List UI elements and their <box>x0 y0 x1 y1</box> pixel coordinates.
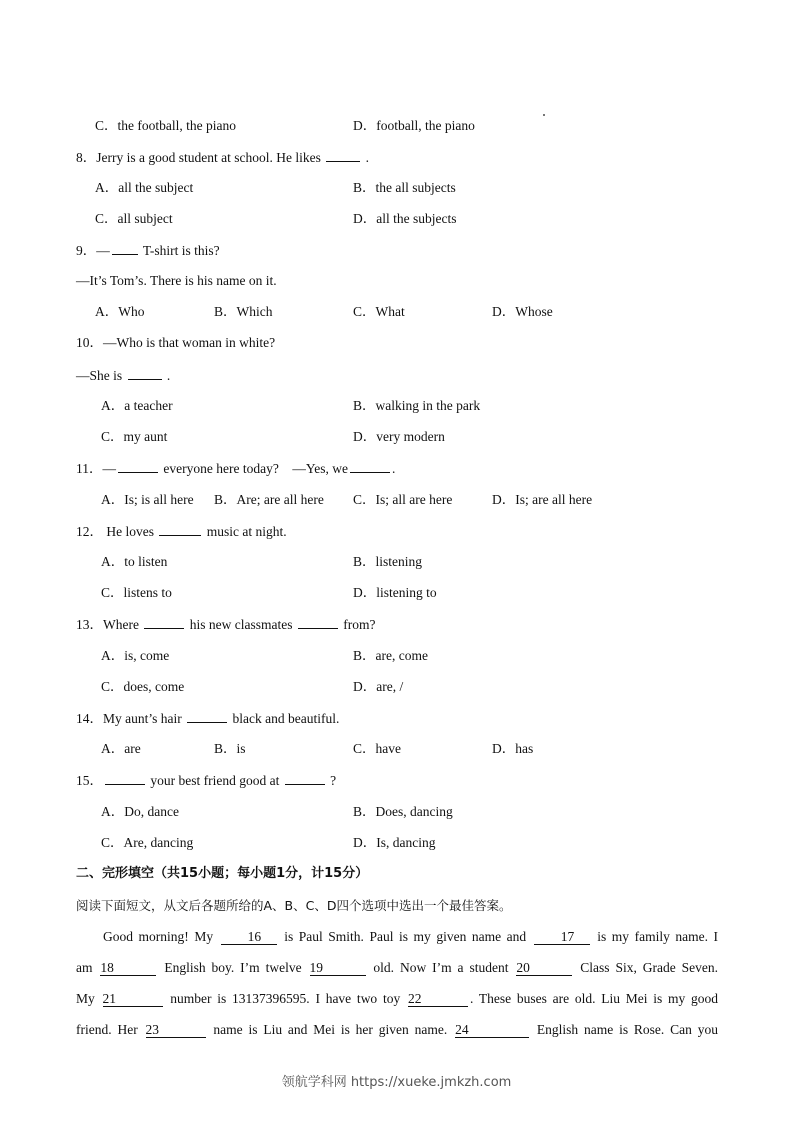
q9-option-d[interactable]: D．Whose <box>492 304 553 319</box>
passage-line-1 <box>76 928 718 946</box>
q12-stem-start: 12． He loves <box>76 524 154 539</box>
q15-blank-1 <box>105 771 145 785</box>
passage-line-3 <box>76 990 718 1008</box>
q14-option-c[interactable]: C．have <box>353 741 401 756</box>
q11-response-end: . <box>391 461 396 476</box>
q15-stem-end: ? <box>330 773 337 788</box>
q8-option-c[interactable]: C．all subject <box>95 211 173 226</box>
q11-option-d[interactable]: D．Is; are all here <box>492 492 593 507</box>
blank-23[interactable]: 23 <box>146 1023 206 1038</box>
q11-stem-start: 11．— <box>76 461 116 476</box>
q8-option-d[interactable]: D．all the subjects <box>353 211 457 226</box>
q11-blank-1 <box>118 459 158 473</box>
passage-text: English name is Rose. Can you <box>536 1022 718 1037</box>
passage-text: Class Six, Grade Seven. <box>580 960 719 975</box>
passage-text: English boy. I’m twelve <box>164 960 302 975</box>
q8-stem <box>76 148 369 167</box>
q11-option-c[interactable]: C．Is; all are here <box>353 492 453 507</box>
q8-stem-text: 8．Jerry is a good student at school. He likes <box>76 150 321 165</box>
q14-stem-start: 14．My aunt’s hair <box>76 711 182 726</box>
q11-option-a[interactable]: A．Is; is all here <box>101 492 194 507</box>
passage-text: am <box>76 960 93 975</box>
section-2-instruction: 阅读下面短文，从文后各题所给的A、B、C、D四个选项中选出一个最佳答案。 <box>76 898 512 913</box>
q12-blank <box>159 522 201 536</box>
q10-blank <box>128 366 162 380</box>
q15-option-a[interactable]: A．Do, dance <box>101 804 179 819</box>
section-2-title: 二、完形填空（共15小题；每小题1分，计15分） <box>76 866 369 881</box>
q13-option-b[interactable]: B．are, come <box>353 648 428 663</box>
q13-stem-start: 13．Where <box>76 617 139 632</box>
q12-option-c[interactable]: C．listens to <box>101 585 172 600</box>
q15-option-c[interactable]: C．Are, dancing <box>101 835 194 850</box>
q8-stem-end: . <box>365 150 369 165</box>
blank-21[interactable]: 21 <box>103 992 163 1007</box>
q9-response: —It’s Tom’s. There is his name on it. <box>76 273 277 288</box>
blank-22[interactable]: 22 <box>408 992 468 1007</box>
blank-20[interactable]: 20 <box>516 961 572 976</box>
q12-option-a[interactable]: A．to listen <box>101 554 168 569</box>
q11-option-b[interactable]: B．Are; are all here <box>214 492 324 507</box>
q10-option-a[interactable]: A．a teacher <box>101 398 173 413</box>
passage-text: name is Liu and Mei is her given name. <box>213 1022 448 1037</box>
passage-text: My <box>76 991 95 1006</box>
q8-blank <box>326 148 360 162</box>
q9-option-c[interactable]: C．What <box>353 304 405 319</box>
passage-line-4 <box>76 1021 718 1039</box>
q11-response-text: —Yes, we <box>292 461 348 476</box>
q10-option-c[interactable]: C．my aunt <box>101 429 168 444</box>
passage-text: number is 13137396595. I have two toy <box>170 991 401 1006</box>
q13-option-a[interactable]: A．is, come <box>101 648 170 663</box>
passage-text: is Paul Smith. Paul is my given name and <box>284 929 527 944</box>
blank-17[interactable]: 17 <box>534 930 590 945</box>
q15-blank-2 <box>285 771 325 785</box>
q12-stem-text: music at night. <box>206 524 287 539</box>
q9-stem-text: T-shirt is this? <box>142 243 220 258</box>
q10-option-d[interactable]: D．very modern <box>353 429 445 444</box>
passage-text: . These buses are old. Liu Mei is my good <box>469 991 719 1006</box>
q11-stem-text: everyone here today? <box>163 461 279 476</box>
q13-stem-end: from? <box>343 617 376 632</box>
passage-text: old. Now I’m a student <box>373 960 509 975</box>
q12-option-d[interactable]: D．listening to <box>353 585 437 600</box>
passage-text: Good morning! My <box>103 929 214 944</box>
q14-option-d[interactable]: D．has <box>492 741 534 756</box>
footer-watermark: 领航学科网 https://xueke.jmkzh.com <box>281 1075 512 1090</box>
q8-option-a[interactable]: A．all the subject <box>95 180 194 195</box>
scan-speck <box>543 114 545 116</box>
q9-stem-start: 9．— <box>76 243 110 258</box>
passage-text: is my family name. I <box>597 929 719 944</box>
q10-option-b[interactable]: B．walking in the park <box>353 398 481 413</box>
q15-stem <box>76 771 336 790</box>
blank-19[interactable]: 19 <box>310 961 366 976</box>
q10-response <box>76 366 170 385</box>
q14-option-a[interactable]: A．are <box>101 741 141 756</box>
passage-text: friend. Her <box>76 1022 138 1037</box>
q9-option-b[interactable]: B．Which <box>214 304 273 319</box>
q13-blank-1 <box>144 615 184 629</box>
q8-option-b[interactable]: B．the all subjects <box>353 180 456 195</box>
q12-stem <box>76 522 287 541</box>
q9-stem <box>76 241 220 260</box>
q11-stem <box>76 459 395 478</box>
q14-stem <box>76 709 339 728</box>
blank-16[interactable]: 16 <box>221 930 277 945</box>
passage-line-2 <box>76 959 718 977</box>
q12-option-b[interactable]: B．listening <box>353 554 423 569</box>
q13-stem <box>76 615 375 634</box>
q9-blank <box>112 241 138 255</box>
q15-option-d[interactable]: D．Is, dancing <box>353 835 436 850</box>
q10-response-text: —She is <box>76 368 123 383</box>
q13-stem-text: his new classmates <box>189 617 293 632</box>
q13-blank-2 <box>298 615 338 629</box>
q13-option-c[interactable]: C．does, come <box>101 679 185 694</box>
blank-18[interactable]: 18 <box>100 961 156 976</box>
q11-blank-2 <box>350 459 390 473</box>
q7-option-d[interactable]: D．football, the piano <box>353 118 475 133</box>
q9-option-a[interactable]: A．Who <box>95 304 145 319</box>
q14-option-b[interactable]: B．is <box>214 741 246 756</box>
q7-option-c[interactable]: C．the football, the piano <box>95 118 236 133</box>
blank-24[interactable]: 24 <box>455 1023 529 1038</box>
q10-response-end: . <box>166 368 171 383</box>
q15-stem-start: 15． <box>76 773 103 788</box>
q14-blank <box>187 709 227 723</box>
q10-stem: 10．—Who is that woman in white? <box>76 335 276 350</box>
q13-option-d[interactable]: D．are, / <box>353 679 404 694</box>
q15-option-b[interactable]: B．Does, dancing <box>353 804 453 819</box>
q14-stem-text: black and beautiful. <box>232 711 340 726</box>
q15-stem-text: your best friend good at <box>150 773 280 788</box>
